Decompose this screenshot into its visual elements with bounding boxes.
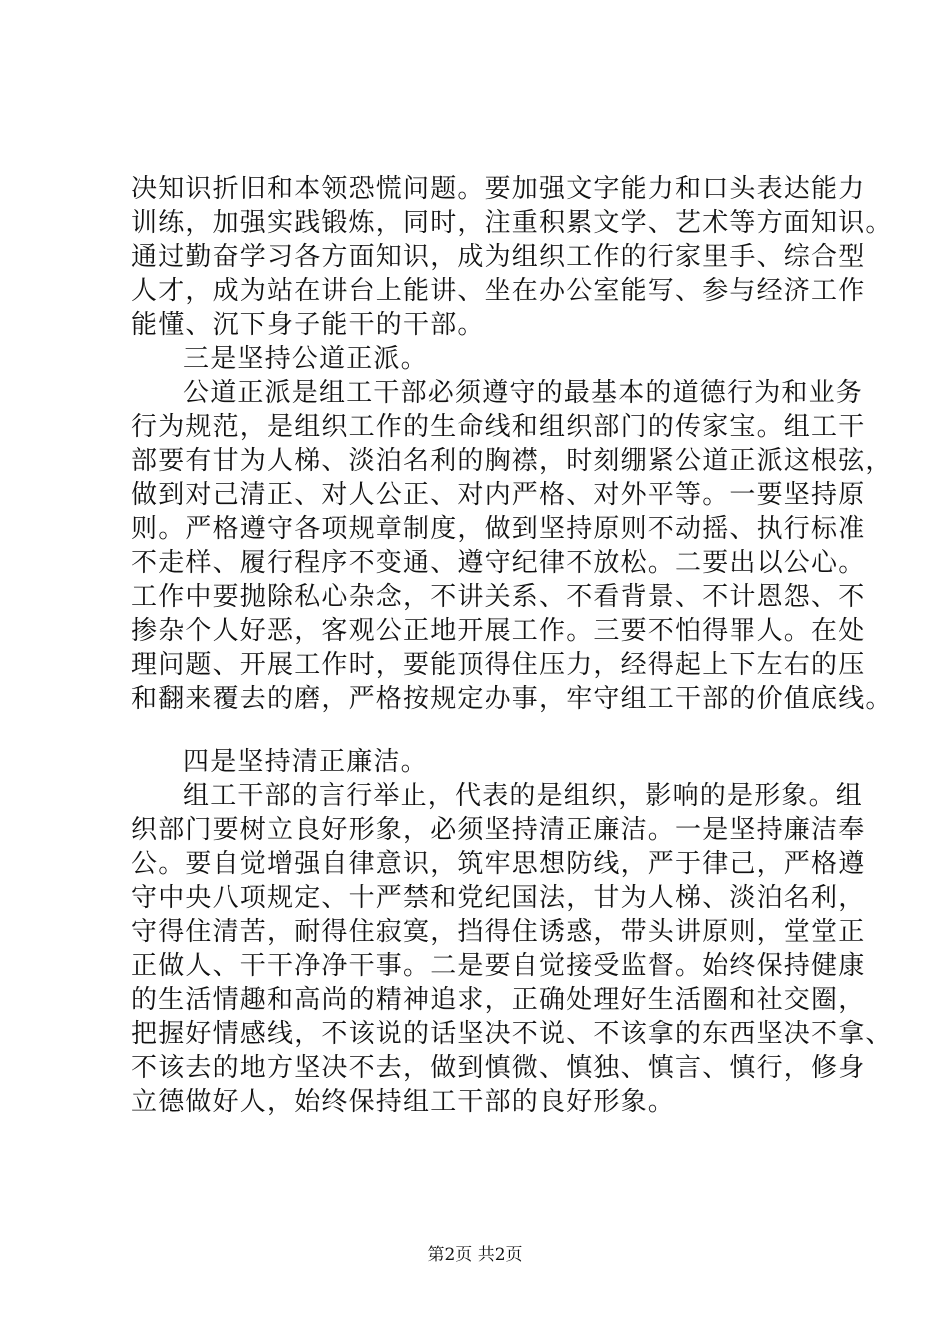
text-line: 通过勤奋学习各方面知识，成为组织工作的行家里手、综合型 (131, 242, 866, 272)
text-line: 织部门要树立良好形象，必须坚持清正廉洁。一是坚持廉洁奉 (131, 815, 866, 845)
document-body (131, 172, 893, 1119)
section-heading: 四是坚持清正廉洁。 (183, 747, 428, 777)
paragraph-gap (131, 716, 831, 745)
text-line: 做到对己清正、对人公正、对内严格、对外平等。一要坚持原 (131, 480, 866, 510)
text-line: 行为规范，是组织工作的生命线和组织部门的传家宝。组工干 (131, 412, 866, 442)
text-line: 工作中要抛除私心杂念，不讲关系、不看背景、不计恩怨、不 (131, 582, 866, 612)
text-line: 公道正派是组工干部必须遵守的最基本的道德行为和业务 (183, 378, 864, 408)
text-line: 能懂、沉下身子能干的干部。 (131, 310, 485, 340)
text-line: 训练，加强实践锻炼，同时，注重积累文学、艺术等方面知识。 (131, 208, 893, 238)
text-line: 决知识折旧和本领恐慌问题。要加强文字能力和口头表达能力 (131, 174, 866, 204)
text-line: 公。要自觉增强自律意识，筑牢思想防线，严于律己，严格遵 (131, 849, 866, 879)
text-line: 组工干部的言行举止，代表的是组织，影响的是形象。组 (183, 781, 864, 811)
text-line: 立德做好人，始终保持组工干部的良好形象。 (131, 1087, 676, 1117)
text-line: 守中央八项规定、十严禁和党纪国法，甘为人梯、淡泊名利， (131, 883, 866, 913)
text-line: 把握好情感线，不该说的话坚决不说、不该拿的东西坚决不拿、 (131, 1019, 893, 1049)
text-line: 守得住清苦，耐得住寂寞，挡得住诱惑，带头讲原则，堂堂正 (131, 917, 866, 947)
text-line: 不走样、履行程序不变通、遵守纪律不放松。二要出以公心。 (131, 548, 866, 578)
text-line: 人才，成为站在讲台上能讲、坐在办公室能写、参与经济工作 (131, 276, 866, 306)
page-number-footer: 第2页 共2页 (427, 1245, 523, 1265)
text-line: 和翻来覆去的磨，严格按规定办事，牢守组工干部的价值底线。 (131, 684, 893, 714)
section-heading: 三是坚持公道正派。 (183, 344, 428, 374)
text-line: 的生活情趣和高尚的精神追求，正确处理好生活圈和社交圈， (131, 985, 866, 1015)
text-line: 理问题、开展工作时，要能顶得住压力，经得起上下左右的压 (131, 650, 866, 680)
text-line: 不该去的地方坚决不去，做到慎微、慎独、慎言、慎行，修身 (131, 1053, 866, 1083)
text-line: 正做人、干干净净干事。二是要自觉接受监督。始终保持健康 (131, 951, 866, 981)
text-line: 部要有甘为人梯、淡泊名利的胸襟，时刻绷紧公道正派这根弦， (131, 446, 893, 476)
text-line: 掺杂个人好恶，客观公正地开展工作。三要不怕得罪人。在处 (131, 616, 866, 646)
text-line: 则。严格遵守各项规章制度，做到坚持原则不动摇、执行标准 (131, 514, 866, 544)
